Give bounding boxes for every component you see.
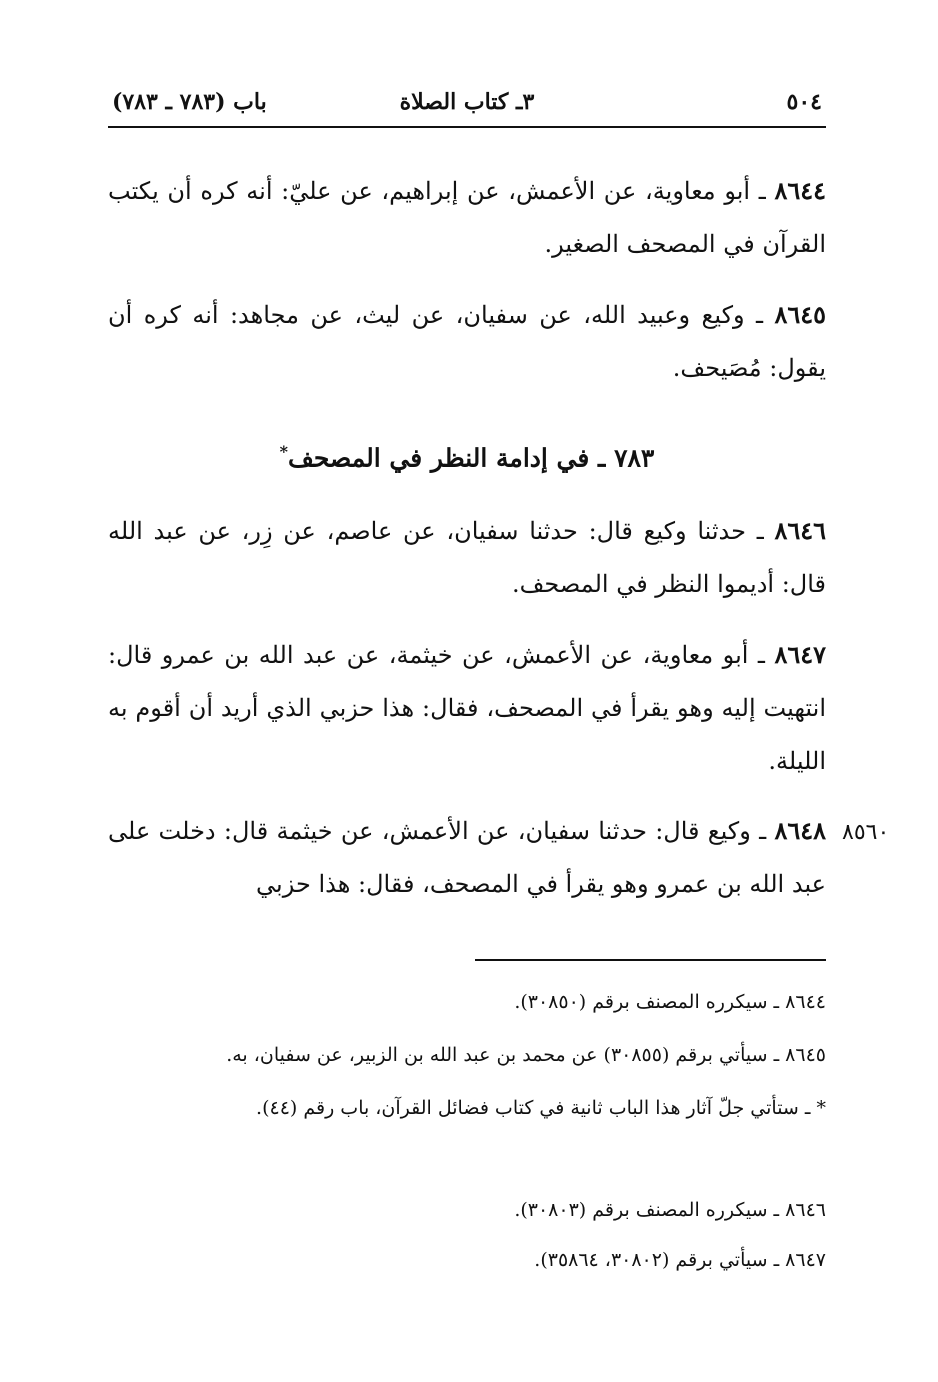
footnote-divider [475,959,826,961]
footnote-marker: * [279,442,288,461]
paragraph-text: ـ أبو معاوية، عن الأعمش، عن خيثمة، عن عبد الله بن عمرو قال: انتهيت إليه وهو يقرأ في المصحف، فقال: هذا حزبي الذي أريد أن أقوم به الليلة. [108,641,826,775]
section-title [108,432,826,478]
paragraph-8648 [108,804,826,911]
paragraph-text: ـ وكيع وعبيد الله، عن سفيان، عن ليث، عن مجاهد: أنه كره أن يقول: مُصَيحف. [108,301,826,382]
footnote-8646: ٨٦٤٦ ـ سيكرره المصنف برقم (٣٠٨٠٣). [514,1199,826,1221]
paragraph-text: ـ حدثنا وكيع قال: حدثنا سفيان، عن عاصم، عن زِر، عن عبد الله قال: أديموا النظر في المصحف. [108,517,826,598]
paragraph-number: ٨٦٤٤ [774,176,827,205]
paragraph-8645 [108,288,826,395]
margin-reference-number: ٨٥٦٠ [842,820,890,845]
chapter-range: باب (٧٨٣ ـ ٧٨٣) [112,89,267,115]
paragraph-number: ٨٦٤٥ [774,300,826,329]
paragraph-number: ٨٦٤٨ [774,816,826,845]
section-title-text: ٧٨٣ ـ في إدامة النظر في المصحف [288,443,655,473]
paragraph-text: ـ أبو معاوية، عن الأعمش، عن إبراهيم، عن عليّ: أنه كره أن يكتب القرآن في المصحف الصغير. [108,177,826,258]
paragraph-number: ٨٦٤٦ [774,516,826,545]
paragraph-8646 [108,504,826,611]
page-number: ٥٠٤ [786,89,822,115]
book-title: ٣ـ كتاب الصلاة [399,89,535,115]
running-header [108,82,826,122]
paragraph-number: ٨٦٤٧ [774,640,826,669]
header-divider [108,126,826,128]
footnote-8645: ٨٦٤٥ ـ سيأتي برقم (٣٠٨٥٥) عن محمد بن عبد الله بن الزبير، عن سفيان، به. [226,1044,826,1066]
footnote-chapter-note: * ـ ستأتي جلّ آثار هذا الباب ثانية في كتاب فضائل القرآن، باب رقم (٤٤). [256,1097,826,1119]
paragraph-text: ـ وكيع قال: حدثنا سفيان، عن الأعمش، عن خيثمة قال: دخلت على عبد الله بن عمرو وهو يقرأ في المصحف، فقال: هذا حزبي [108,817,826,898]
paragraph-8647 [108,628,826,788]
paragraph-8644 [108,164,826,271]
footnote-8644: ٨٦٤٤ ـ سيكرره المصنف برقم (٣٠٨٥٠). [514,991,826,1013]
footnote-8647: ٨٦٤٧ ـ سيأتي برقم (٣٠٨٠٢، ٣٥٨٦٤). [534,1249,826,1271]
